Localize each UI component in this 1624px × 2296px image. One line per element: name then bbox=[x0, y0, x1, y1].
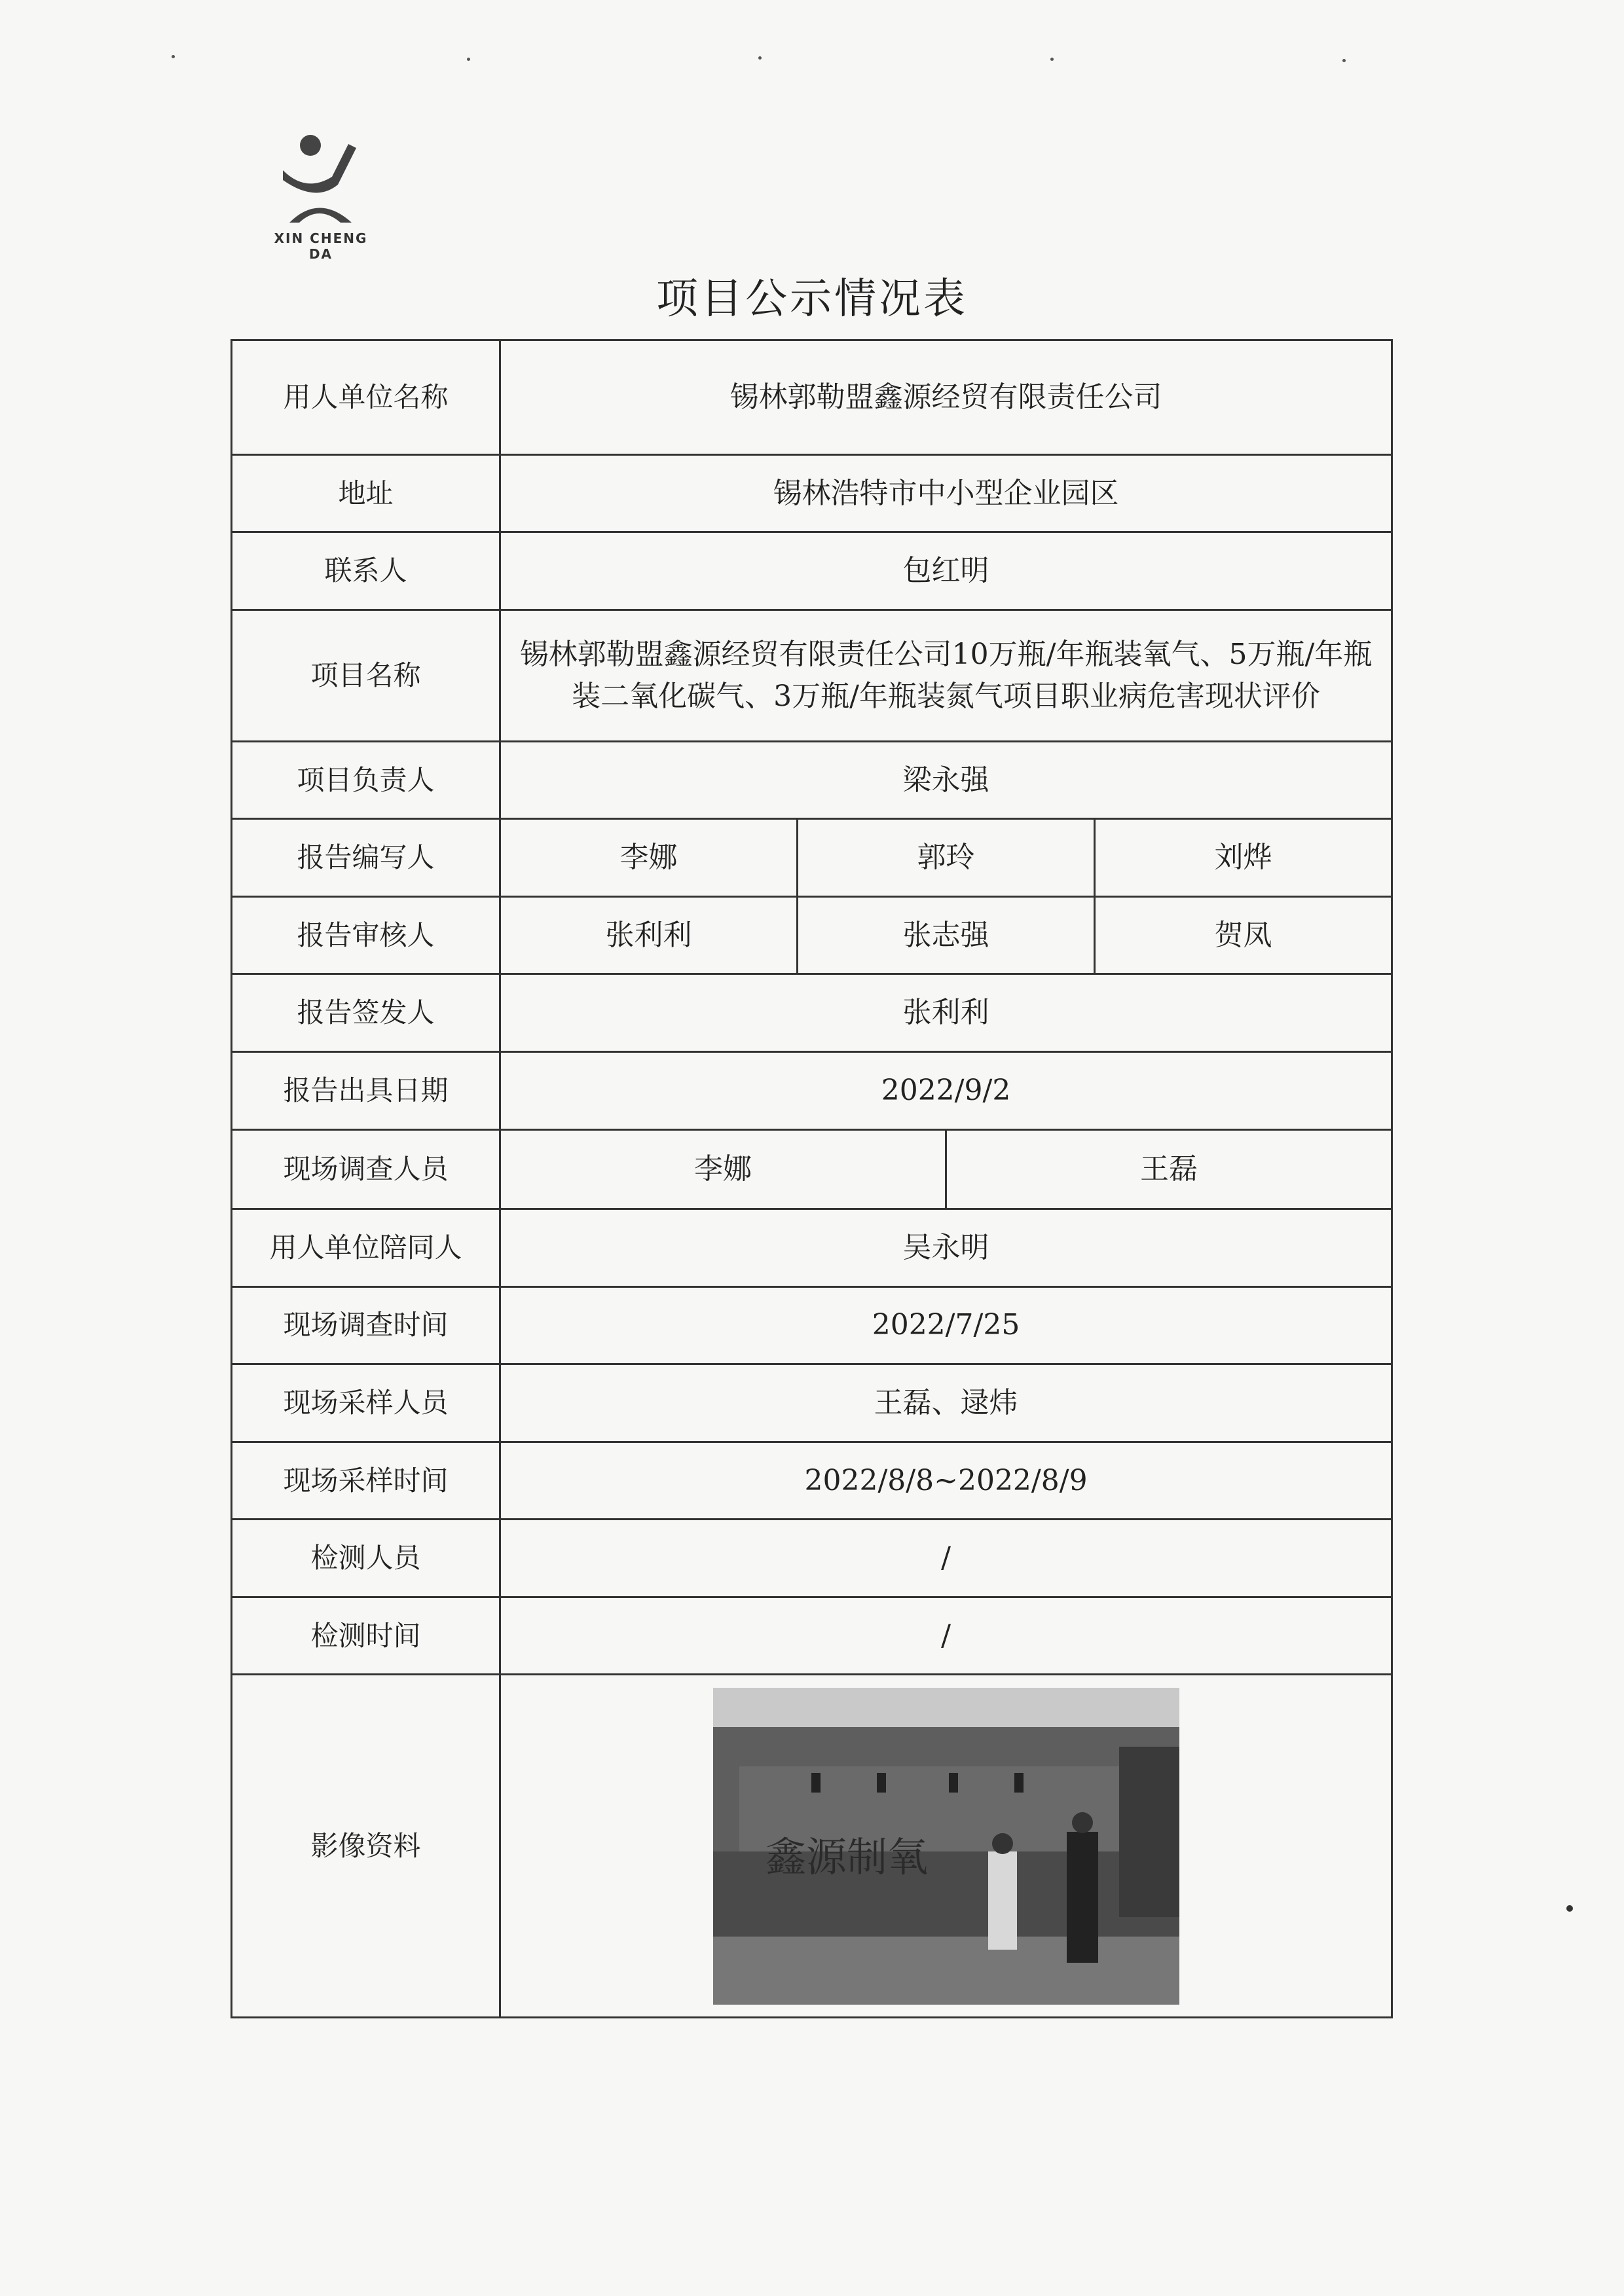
contact-label: 联系人 bbox=[232, 532, 500, 610]
reviewer-2: 张志强 bbox=[798, 896, 1095, 974]
site-photo bbox=[713, 1688, 1179, 2005]
project-value: 锡林郭勒盟鑫源经贸有限责任公司10万瓶/年瓶装氧气、5万瓶/年瓶装二氧化碳气、3万瓶/年瓶装氮气项目职业病危害现状评价 bbox=[500, 610, 1392, 741]
scan-dot bbox=[172, 55, 175, 58]
page-title: 项目公示情况表 bbox=[656, 275, 968, 323]
media-label: 影像资料 bbox=[232, 1675, 500, 2018]
samplers-label: 现场采样人员 bbox=[232, 1364, 500, 1442]
sampling-time-value: 2022/8/8~2022/8/9 bbox=[500, 1442, 1392, 1520]
contact-value: 包红明 bbox=[500, 532, 1392, 610]
xcd-logo-icon bbox=[270, 131, 368, 229]
site-photo-image bbox=[713, 1688, 1179, 2005]
writers-label: 报告编写人 bbox=[232, 819, 500, 897]
surveyors-label: 现场调查人员 bbox=[232, 1129, 500, 1209]
table-row bbox=[232, 532, 1392, 610]
writer-2: 郭玲 bbox=[798, 819, 1095, 897]
table-row bbox=[232, 1286, 1392, 1364]
survey-time-value: 2022/7/25 bbox=[500, 1286, 1392, 1364]
issue-date-value: 2022/9/2 bbox=[500, 1052, 1392, 1130]
leader-value: 梁永强 bbox=[500, 741, 1392, 819]
scan-dot bbox=[467, 58, 470, 61]
writer-1: 李娜 bbox=[500, 819, 798, 897]
scan-dot bbox=[758, 56, 762, 60]
table-row bbox=[232, 1520, 1392, 1597]
surveyor-1: 李娜 bbox=[501, 1131, 946, 1208]
address-value: 锡林浩特市中小型企业园区 bbox=[500, 454, 1392, 532]
table-row bbox=[232, 896, 1392, 974]
table-row bbox=[232, 741, 1392, 819]
survey-time-label: 现场调查时间 bbox=[232, 1286, 500, 1364]
escort-label: 用人单位陪同人 bbox=[232, 1209, 500, 1287]
issuer-label: 报告签发人 bbox=[232, 974, 500, 1052]
table-row bbox=[232, 1442, 1392, 1520]
table-row bbox=[232, 454, 1392, 532]
project-label: 项目名称 bbox=[232, 610, 500, 741]
writer-3: 刘烨 bbox=[1095, 819, 1392, 897]
table-row bbox=[232, 974, 1392, 1052]
test-time-label: 检测时间 bbox=[232, 1597, 500, 1675]
employer-label: 用人单位名称 bbox=[232, 340, 500, 455]
issue-date-label: 报告出具日期 bbox=[232, 1052, 500, 1130]
scan-dot bbox=[1342, 59, 1346, 62]
table-row bbox=[232, 340, 1392, 455]
table-row bbox=[232, 1364, 1392, 1442]
issuer-value: 张利利 bbox=[500, 974, 1392, 1052]
table-row bbox=[232, 1052, 1392, 1130]
table-row bbox=[232, 1209, 1392, 1287]
test-time-value: / bbox=[500, 1597, 1392, 1675]
logo-text: XIN CHENG DA bbox=[274, 230, 368, 262]
scan-dot bbox=[1050, 58, 1054, 61]
samplers-value: 王磊、逯炜 bbox=[500, 1364, 1392, 1442]
table-row bbox=[232, 610, 1392, 741]
table-row bbox=[232, 1129, 1392, 1209]
media-cell bbox=[500, 1675, 1392, 2018]
table-row bbox=[232, 1675, 1392, 2018]
address-label: 地址 bbox=[232, 454, 500, 532]
escort-value: 吴永明 bbox=[500, 1209, 1392, 1287]
testers-label: 检测人员 bbox=[232, 1520, 500, 1597]
sampling-time-label: 现场采样时间 bbox=[232, 1442, 500, 1520]
reviewer-1: 张利利 bbox=[500, 896, 798, 974]
employer-value: 锡林郭勒盟鑫源经贸有限责任公司 bbox=[500, 340, 1392, 455]
reviewer-3: 贺凤 bbox=[1095, 896, 1392, 974]
sign-text: 鑫源制氧 bbox=[765, 1832, 928, 1881]
scan-dot bbox=[1566, 1905, 1573, 1912]
table-row bbox=[232, 819, 1392, 897]
leader-label: 项目负责人 bbox=[232, 741, 500, 819]
testers-value: / bbox=[500, 1520, 1392, 1597]
surveyor-2: 王磊 bbox=[1140, 1152, 1198, 1186]
surveyors-cell bbox=[500, 1129, 1392, 1209]
project-info-table bbox=[231, 339, 1393, 2018]
company-logo bbox=[262, 131, 380, 262]
surveyors-split bbox=[501, 1131, 1391, 1208]
table-row bbox=[232, 1597, 1392, 1675]
reviewers-label: 报告审核人 bbox=[232, 896, 500, 974]
